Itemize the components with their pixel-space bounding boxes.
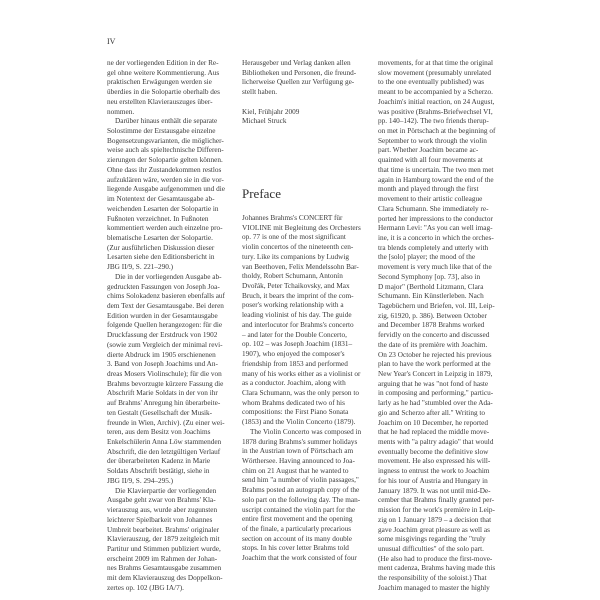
text-line: (He also had to produce the first-move-	[378, 554, 493, 563]
text-line: ne der vorliegenden Edition in der Re-	[107, 59, 219, 67]
text-line: gel ohne weitere Kommentierung. Aus	[107, 68, 220, 77]
text-line: pp. 140–142). The two friends therup-	[378, 117, 489, 126]
text-line: Solostimme der Erstausgabe einzelne	[107, 127, 216, 136]
text-line: New Year's Concert in Leipzig in 1879,	[378, 370, 493, 378]
text-line: ment cadenza, Brahms having made this	[378, 564, 496, 573]
text-line: violin concertos of the nineteenth cen-	[242, 243, 354, 252]
text-line: – and later for the Double Concerto,	[242, 330, 347, 339]
text-line: überdies in die Solopartie oberhalb des	[107, 88, 220, 97]
spacer	[242, 98, 370, 108]
text-line: for his tour of Austria and Hungary in	[378, 476, 488, 485]
text-line: Partitur und Stimmen publiziert wurde,	[107, 544, 221, 553]
text-line: in the Austrian town of Pörtschach am	[242, 447, 354, 456]
text-line: dem Text der Gesamtausgabe. Bei deren	[107, 301, 224, 310]
text-line: Bruch, it bears the imprint of the com-	[242, 291, 354, 300]
text-line: blematische Lesarten der Solopartie.	[107, 233, 213, 242]
text-line: nommen.	[107, 107, 135, 116]
text-line: im Notentext der Gesamtausgabe ab-	[107, 195, 215, 204]
text-line: praktischen Erwägungen werden sie	[107, 78, 212, 87]
text-line: der überarbeiteten Kadenz in Marie	[107, 457, 211, 466]
text-line: and interlocutor for Brahms's concerto	[242, 320, 354, 329]
text-line: JBG II/9, S. 221–290.)	[107, 263, 174, 272]
text-line: gedruckten Fassungen von Joseph Joa-	[107, 282, 220, 291]
text-line: ments with "a paltry adagio" that would	[378, 438, 494, 447]
text-line: Tagebüchern und Briefen, vol. III, Leip-	[378, 301, 495, 310]
text-line: Bibliotheken und Personen, die freund-	[242, 68, 357, 77]
text-line: Joachim's initial reaction, on 24 August,	[378, 97, 495, 106]
text-line: movement is very much like that of the	[378, 263, 492, 272]
column-english-continued	[378, 59, 506, 594]
text-line: neu erstellten Klavierauszuges über-	[107, 97, 213, 106]
text-line: Die Klavierpartie der vorliegenden	[115, 486, 217, 495]
text-line: that time is uncertain. The two men met	[378, 165, 494, 174]
text-line: larly as he had "stumbled over the Ada-	[378, 399, 493, 408]
column-german-text	[107, 59, 234, 594]
preface-paragraph	[242, 214, 370, 564]
text-line: dierte Abdruck im 1905 erschienenen	[107, 350, 216, 359]
text-line: plan to have the work performed at the	[378, 360, 491, 369]
text-line: movement to their artistic colleague	[378, 195, 483, 204]
text-line: send him "a number of violin passages,"	[242, 476, 359, 485]
text-line: again in Hamburg toward the end of the	[378, 175, 494, 184]
text-line: compositions: the First Piano Sonata	[242, 408, 349, 417]
text-line: many of his works either as a violinist or	[242, 369, 361, 378]
text-line: uscript contained the violin part for the	[242, 505, 356, 514]
text-line: Abschrift, die den letztgültigen Verlauf	[107, 447, 221, 456]
text-line: Joachim that the work consisted of four	[242, 554, 357, 563]
text-line: zertes op. 102 (JBG IA/7).	[107, 583, 184, 592]
text-line: quainted with all four movements at	[378, 156, 483, 165]
text-line: Clara Schumann, was the only person to	[242, 388, 359, 397]
text-line: chim on 21 August that he wanted to	[242, 466, 349, 475]
text-line: weichenden Lesarten der Solopartie in	[107, 204, 219, 213]
text-line: on met in Pörtschach at the beginning of	[378, 127, 496, 136]
text-line: zig, 61920, p. 386). Between October	[378, 311, 487, 320]
text-line: zierungen der Solopartie gelten können.	[107, 156, 223, 165]
text-line: JBG II/9, S. 294–295.)	[107, 476, 174, 485]
text-line: friendship from 1853 and performed	[242, 359, 348, 368]
text-line: Bogensetzungsvarianten, die möglicher-	[107, 136, 224, 145]
text-line: unusual difficulties" of the solo part.	[378, 544, 484, 553]
text-line: arguing that he was "not fond of haste	[378, 379, 489, 388]
text-line: ingness to entrust the work to Joachim	[378, 467, 490, 476]
text-line: ine, it is a concerto in which the orches-	[378, 233, 494, 242]
text-line: Fußnoten verzeichnet. In Fußnoten	[107, 214, 209, 223]
text-line: licherweise Quellen zur Verfügung ge-	[242, 78, 355, 87]
text-line: 1907), who enjoyed the composer's	[242, 350, 345, 359]
text-line: fervidly on the concerto and discussed	[378, 331, 490, 340]
text-line: Herausgeber und Verlag danken allen	[242, 59, 351, 67]
text-line: slow movement (presumably unrelated	[378, 68, 491, 77]
text-line: Brahms bevorzugte kürzere Fassung die	[107, 379, 224, 388]
text-line: leading violinist of his day. The guide	[242, 311, 352, 320]
text-line: kommentiert werden auch einzelne pro-	[107, 224, 223, 233]
text-line: meant to be accompanied by a Scherzo.	[378, 88, 493, 97]
text-line: Brahms posted an autograph copy of the	[242, 486, 360, 495]
column-middle	[242, 59, 370, 563]
text-line: Wörthersee. Having announced to Joa-	[242, 456, 355, 465]
text-line: aufzuklären wäre, werden sie in die vor-	[107, 175, 224, 184]
preface-heading: Preface	[242, 186, 281, 201]
text-line: whom Brahms dedicated two of his	[242, 398, 345, 407]
text-line: (Zur ausführlichen Diskussion dieser	[107, 243, 215, 252]
text-line: month and played through the first	[378, 185, 479, 194]
text-line: entire first movement and the opening	[242, 515, 353, 524]
text-line: Ausgabe geht zwar von Brahms' Kla-	[107, 496, 216, 505]
text-line: Die in der vorliegenden Ausgabe ab-	[115, 272, 222, 281]
text-line: (sowie zum Vergleich der minimal revi-	[107, 340, 223, 349]
text-line: On 23 October he rejected his previous	[378, 350, 492, 359]
text-line: VIOLINE mit Begleitung des Orchesters	[242, 223, 361, 232]
signature-place-date: Kiel, Frühjahr 2009	[242, 107, 300, 116]
text-line: was positive (Brahms-Briefwechsel VI,	[378, 107, 493, 116]
text-line: D major" (Berthold Litzmann, Clara	[378, 282, 484, 291]
text-line: part. Whether Joachim became ac-	[378, 146, 479, 155]
text-line: stops. In his cover letter Brahms told	[242, 544, 349, 553]
text-line: The Violin Concerto was composed in	[250, 427, 362, 436]
text-line: Johannes Brahms's CONCERT für	[242, 214, 343, 222]
text-line: in composing and performing," particu-	[378, 389, 494, 398]
text-line: leichterer Spielbarkeit von Johannes	[107, 515, 213, 524]
text-line: as a conductor. Joachim, along with	[242, 379, 346, 388]
text-line: folgende Quellen herangezogen: für die	[107, 321, 223, 330]
text-line: Joachim managed to master the highly	[378, 583, 490, 592]
text-line: 3. Band von Joseph Joachims und An-	[107, 360, 218, 369]
text-line: Lesarten siehe den Editionsbericht in	[107, 253, 215, 262]
text-line: tury. Like its companions by Ludwig	[242, 252, 350, 261]
text-line: ported her impressions to the conductor	[378, 214, 493, 223]
text-line: stellt haben.	[242, 88, 278, 97]
text-line: some misgivings regarding the "truly	[378, 535, 486, 544]
text-line: op. 77 is one of the most significant	[242, 233, 346, 242]
text-line: Clara Schumann. She immediately re-	[378, 204, 489, 213]
text-line: mit dem Klavierauszug des Doppelkon-	[107, 574, 223, 583]
text-line: Druckfassung der Erstdruck von 1902	[107, 331, 218, 340]
text-line: movement. He also expressed his will-	[378, 457, 491, 466]
text-line: zig on 1 January 1879 – a decision that	[378, 515, 492, 524]
text-line: erscheint 2009 im Rahmen der Johan-	[107, 554, 218, 563]
text-line: ten Gestalt (Gesellschaft der Musik-	[107, 408, 213, 417]
text-line: Edition wurden in der Gesamtausgabe	[107, 311, 218, 320]
text-line: Darüber hinaus enthält die separate	[115, 117, 218, 126]
text-line: (1853) and the Violin Concerto (1879).	[242, 418, 356, 427]
text-line: Umbreit bearbeitet. Brahms' originaler	[107, 525, 220, 534]
text-line: the date of its première with Joachim.	[378, 340, 488, 349]
text-line: Ohne dass ihr Zustandekommen restlos	[107, 165, 222, 174]
text-line: auf Brahms' Anregung hin überarbeite-	[107, 399, 221, 408]
text-line: tholdy, Robert Schumann, Antonín	[242, 272, 343, 281]
text-line: to the one eventually published) was	[378, 78, 485, 87]
page-number: IV	[107, 37, 116, 46]
text-line: movements, for at that time the original	[378, 59, 493, 67]
text-line: Schumann. Ein Künstlerleben. Nach	[378, 292, 484, 301]
text-line: solo part on the following day. The man-	[242, 495, 361, 504]
text-line: van Beethoven, Felix Mendelssohn Bar-	[242, 262, 359, 271]
text-line: liegende Ausgabe aufgenommen und die	[107, 185, 225, 194]
text-line: Klavierauszug, der 1879 zeitgleich mit	[107, 535, 220, 544]
text-line: nes Brahms Gesamtausgabe zusammen	[107, 564, 222, 573]
text-line: the responsibility of the soloist.) That	[378, 574, 487, 583]
text-line: weise auch als spieltechnische Differen-	[107, 146, 224, 155]
text-line: freunde in Wien, Archiv). (Zu einer wei-	[107, 418, 225, 427]
text-line: 1878 during Brahms's summer holidays	[242, 437, 358, 446]
text-line: Joachim on 10 December, he reported	[378, 418, 489, 427]
text-line: mission for the work's première in Leip-	[378, 506, 495, 515]
acknowledgement-paragraph	[242, 59, 370, 98]
text-line: eventually become the definitive slow	[378, 447, 489, 456]
text-line: Soldats Abschrift bestätigt, siehe in	[107, 467, 210, 476]
text-line: gave Joachim great pleasure as well as	[378, 525, 490, 534]
text-line: op. 102 – was Joseph Joachim (1831–	[242, 340, 353, 349]
signature-author: Michael Struck	[242, 117, 287, 126]
text-line: Dvořák, Peter Tchaikovsky, and Max	[242, 282, 350, 291]
text-line: of the finale, a particularly precarious	[242, 525, 352, 533]
text-line: September to work through the violin	[378, 136, 487, 145]
text-line: the [solo] player; the mood of the	[378, 253, 476, 262]
text-line: teren, aus dem Besitz von Joachims	[107, 428, 211, 437]
text-line: Hermann Levi: "As you can well imag-	[378, 224, 493, 233]
text-line: poser's working relationship with a	[242, 301, 344, 310]
text-line: tra blends completely and utterly with	[378, 243, 489, 252]
text-line: vierauszug aus, wurde aber zugunsten	[107, 506, 218, 515]
text-line: chims Solokadenz basieren ebenfalls auf	[107, 292, 225, 301]
text-line: Enkelschülerin Anna Löw stammenden	[107, 438, 222, 447]
text-line: section on account of its many double	[242, 534, 352, 543]
text-line: Abschrift Marie Soldats in der von ihr	[107, 389, 218, 398]
text-line: that he had replaced the middle move-	[378, 428, 490, 437]
text-line: January 1879. It was not until mid-De-	[378, 486, 491, 495]
text-line: and December 1878 Brahms worked	[378, 321, 485, 330]
text-line: gio and Scherzo after all." Writing to	[378, 408, 486, 417]
text-line: cember that Brahms finally granted per-	[378, 496, 495, 505]
text-line: dreas Mosers Violinschule); für die von	[107, 370, 222, 378]
text-line: Second Symphony [op. 73], also in	[378, 272, 481, 281]
